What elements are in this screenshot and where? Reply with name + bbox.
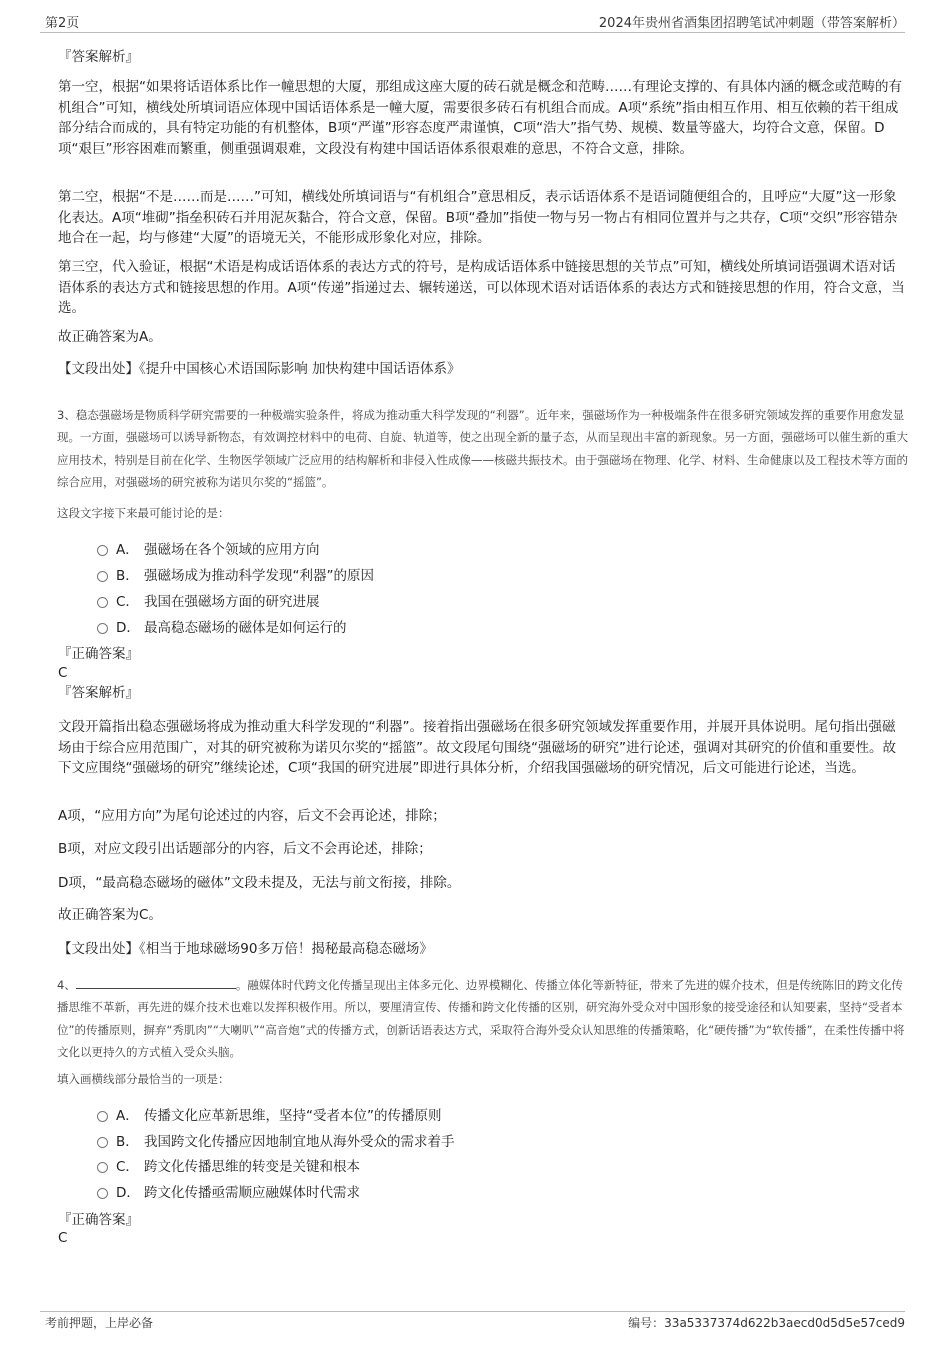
option-text: 跨文化传播亟需顺应融媒体时代需求 <box>144 1185 360 1201</box>
question-3-stem: 3、稳态强磁场是物质科学研究需要的一种极端实验条件，将成为推动重大科学发现的“利器”。近年来，强磁场作为一种极端条件在很多研究领域发挥的重要作用愈发显现。一方面，强磁场可以诱导新物态，有效调控材料中的电荷、自旋、轨道等，使之出现全新的量子态，从而呈现出丰富的新现象。另一方面，强磁场可以催生新的重大应用技术，特别是目前在化学、生物医学领域广泛应用的结构解析和非侵入性成像——核磁共振技术。由于强磁场在物理、化学、材料、生命健康以及工程技术等方面的综合应用，对强磁场的研究被称为诺贝尔奖的“摇篮”。 <box>57 408 908 489</box>
analysis-paragraph-3: 第三空，代入验证，根据“术语是构成话语体系的表达方式的符号，是构成话语体系中链接思想的关节点”可知，横线处所填词语强调术语对话语体系的表达方式和链接思想的作用。A项“传递”指递过去、辗转递送，可以体现术语对话语体系的表达方式和链接思想的作用，符合文意，当选。 <box>58 259 905 316</box>
option-text: 我国在强磁场方面的研究进展 <box>144 594 320 610</box>
question-4-stem <box>57 974 912 1063</box>
question-4-prompt: 填入画横线部分最恰当的一项是： <box>57 1072 230 1086</box>
analysis-label: 『答案解析』 <box>58 49 139 65</box>
answer-conclusion: 故正确答案为A。 <box>58 329 162 345</box>
option-key: C． <box>116 594 139 610</box>
radio-icon[interactable] <box>97 1137 108 1148</box>
question-3-prompt: 这段文字接下来最可能讨论的是： <box>57 506 230 520</box>
analysis-paragraph-1: 第一空，根据“如果将话语体系比作一幢思想的大厦，那组成这座大厦的砖石就是概念和范畴……有理论支撑的、有具体内涵的概念或范畴的有机组合”可知，横线处所填词语应体现中国话语体系是一幢大厦，需要很多砖石有机组合而成。A项“系统”指由相互作用、相互依赖的若干组成部分结合而成的，具有特定功能的有机整体，B项“严谨”形容态度严肃谨慎，C项“浩大”指气势、规模、数量等盛大，均符合文意，保留。D项“艰巨”形容困难而繁重，侧重强调艰难，文段没有构建中国话语体系很艰难的意思，不符合文意，排除。 <box>58 79 902 157</box>
question-4-text: 。融媒体时代跨文化传播呈现出主体多元化、边界模糊化、传播立体化等新特征，带来了先进的媒介技术，但是传统陈旧的跨文化传播思维不革新，再先进的媒介技术也难以发挥积极作用。所以，要厘清宣传、传播和跨文化传播的区别，研究海外受众对中国形象的接受途径和认知要素，坚持“受者本位”的传播原则，摒弃“秀肌肉”“大喇叭”“高音炮”式的传播方式，创新话语表达方式，采取符合海外受众认知思维的传播策略，化“硬传播”为“软传播”，在柔性传播中将文化以更持久的方式植入受众头脑。 <box>57 978 905 1059</box>
option-text: 强磁场在各个领域的应用方向 <box>144 542 320 558</box>
footer-divider <box>40 1311 905 1312</box>
option-text: 传播文化应革新思维，坚持“受者本位”的传播原则 <box>144 1108 442 1124</box>
correct-answer: C <box>58 1230 68 1246</box>
option-text: 我国跨文化传播应因地制宜地从海外受众的需求着手 <box>144 1134 455 1150</box>
option-a[interactable] <box>97 1104 442 1124</box>
source-citation: 【文段出处】《提升中国核心术语国际影响 加快构建中国话语体系》 <box>58 361 461 377</box>
header-divider <box>40 32 905 33</box>
radio-icon[interactable] <box>97 1188 108 1199</box>
option-text: 跨文化传播思维的转变是关键和根本 <box>144 1159 360 1175</box>
option-key: B． <box>116 568 139 584</box>
page-number: 第2页 <box>45 16 80 31</box>
source-citation: 【文段出处】《相当于地球磁场90多万倍！揭秘最高稳态磁场》 <box>58 941 433 957</box>
option-text: 强磁场成为推动科学发现“利器”的原因 <box>144 568 374 584</box>
option-b[interactable] <box>97 1130 455 1150</box>
option-b-note: B项，对应文段引出话题部分的内容，后文不会再论述，排除； <box>58 841 432 857</box>
blank-line <box>76 974 236 989</box>
radio-icon[interactable] <box>97 545 108 556</box>
option-key: B． <box>116 1134 139 1150</box>
option-key: D． <box>116 620 140 636</box>
option-text: 最高稳态磁场的磁体是如何运行的 <box>144 620 347 636</box>
analysis-paragraph-2: 第二空，根据“不是……而是……”可知，横线处所填词语与“有机组合”意思相反，表示话语体系不是语词随便组合的，且呼应“大厦”这一形象化表达。A项“堆砌”指垒积砖石并用泥灰黏合，符合文意，保留。B项“叠加”指使一物与另一物占有相同位置并与之共存，C项“交织”形容错杂地合在一起，均与修建“大厦”的语境无关，不能形成形象化对应，排除。 <box>58 189 898 246</box>
radio-icon[interactable] <box>97 571 108 582</box>
option-d[interactable] <box>97 1181 360 1201</box>
footer-slogan: 考前押题，上岸必备 <box>45 1316 154 1330</box>
option-key: A． <box>116 542 139 558</box>
analysis-label: 『答案解析』 <box>58 685 139 701</box>
option-d[interactable] <box>97 616 347 636</box>
correct-answer-label: 『正确答案』 <box>58 1212 139 1228</box>
document-id: 编号：33a5337374d622b3aecd0d5d5e57ced9 <box>628 1316 905 1330</box>
radio-icon[interactable] <box>97 597 108 608</box>
option-d-note: D项，“最高稳态磁场的磁体”文段未提及，无法与前文衔接，排除。 <box>58 875 461 891</box>
radio-icon[interactable] <box>97 623 108 634</box>
question-3-analysis: 文段开篇指出稳态强磁场将成为推动重大科学发现的“利器”。接着指出强磁场在很多研究领域发挥重要作用，并展开具体说明。尾句指出强磁场由于综合应用范围广，对其的研究被称为诺贝尔奖的“摇篮”。故文段尾句围绕“强磁场的研究”进行论述，强调对其研究的价值和重要性。故下文应围绕“强磁场的研究”继续论述，C项“我国的研究进展”即进行具体分析，介绍我国强磁场的研究情况，后文可能进行论述，当选。 <box>58 719 896 776</box>
option-a[interactable] <box>97 538 320 558</box>
option-b[interactable] <box>97 564 374 584</box>
option-key: A． <box>116 1108 139 1124</box>
radio-icon[interactable] <box>97 1162 108 1173</box>
radio-icon[interactable] <box>97 1111 108 1122</box>
answer-conclusion: 故正确答案为C。 <box>58 907 162 923</box>
correct-answer: C <box>58 665 68 681</box>
option-key: C． <box>116 1159 139 1175</box>
document-title: 2024年贵州省酒集团招聘笔试冲刺题（带答案解析） <box>598 16 905 31</box>
option-c[interactable] <box>97 590 320 610</box>
option-a-note: A项，“应用方向”为尾句论述过的内容，后文不会再论述，排除； <box>58 808 446 824</box>
question-number: 4、 <box>57 978 76 992</box>
option-c[interactable] <box>97 1155 360 1175</box>
correct-answer-label: 『正确答案』 <box>58 646 139 662</box>
option-key: D． <box>116 1185 140 1201</box>
